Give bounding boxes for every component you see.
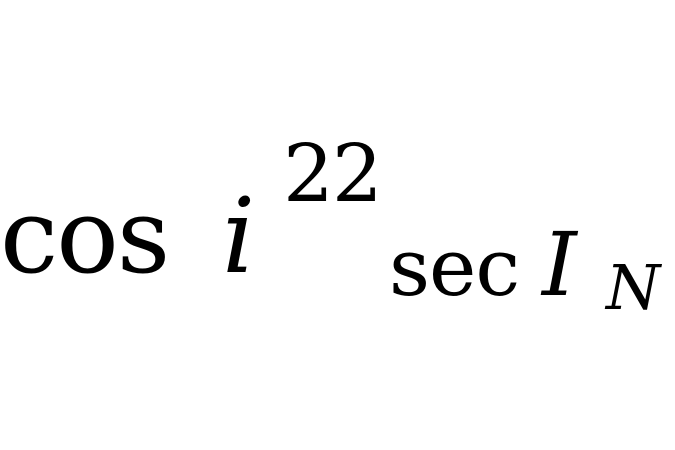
variable-i: i (222, 175, 256, 297)
variable-capital-i: I (542, 213, 577, 316)
sec-function: sec (389, 221, 520, 314)
cos-function: cos (0, 175, 169, 297)
superscript-exponent: 22 (283, 127, 381, 220)
subscript-n: N (606, 251, 661, 324)
